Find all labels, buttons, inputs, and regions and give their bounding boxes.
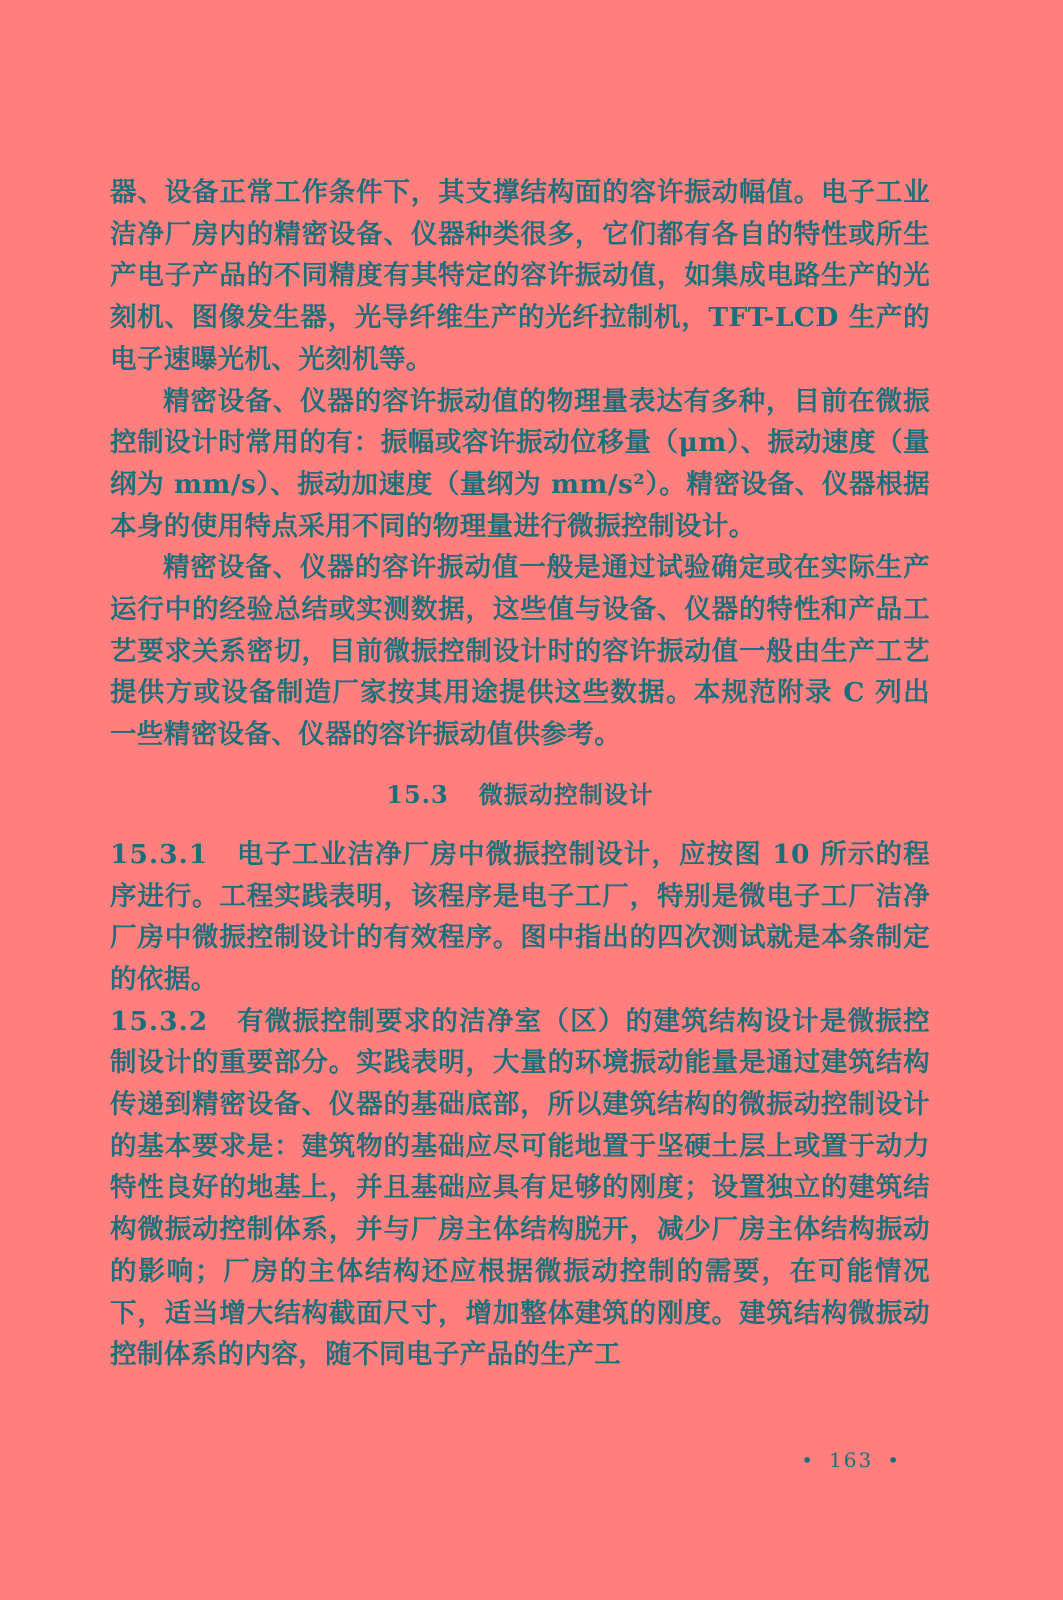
section-heading <box>110 774 930 816</box>
page-number-value: 163 <box>829 1448 874 1472</box>
clause-15-3-1 <box>110 834 930 1001</box>
page-number-dot-right: • <box>887 1448 901 1472</box>
page-body <box>110 172 930 1376</box>
clause-number: 15.3.1 <box>110 838 209 870</box>
page-number <box>787 1448 915 1472</box>
clause-text: 有微振控制要求的洁净室（区）的建筑结构设计是微振控制设计的重要部分。实践表明，大量的环境振动能量是通过建筑结构传递到精密设备、仪器的基础底部，所以建筑结构的微振动控制设计的基本要求是：建筑物的基础应尽可能地置于坚硬土层上或置于动力特性良好的地基上，并且基础应具有足够的刚度；设置独立的建筑结构微振动控制体系，并与厂房主体结构脱开，减少厂房主体结构振动的影响；厂房的主体结构还应根据微振动控制的需要，在可能情况下，适当增大结构截面尺寸，增加整体建筑的刚度。建筑结构微振动控制体系的内容，随不同电子产品的生产工 <box>110 1005 930 1371</box>
section-title: 微振动控制设计 <box>478 779 654 809</box>
paragraph-continuation: 器、设备正常工作条件下，其支撑结构面的容许振动幅值。电子工业洁净厂房内的精密设备、仪器种类很多，它们都有各自的特性或所生产电子产品的不同精度有其特定的容许振动值，如集成电路生产的光刻机、图像发生器，光导纤维生产的光纤拉制机，TFT-LCD 生产的电子速曝光机、光刻机等。 <box>110 177 930 375</box>
page-number-dot-left: • <box>801 1448 816 1472</box>
paragraph-physical-quantities: 精密设备、仪器的容许振动值的物理量表达有多种，目前在微振控制设计时常用的有：振幅或容许振动位移量（μm）、振动速度（量纲为 mm/s）、振动加速度（量纲为 mm/s²）。精密设备、仪器根据本身的使用特点采用不同的物理量进行微振控制设计。 <box>110 385 930 542</box>
paragraph-allowable-values: 精密设备、仪器的容许振动值一般是通过试验确定或在实际生产运行中的经验总结或实测数据，这些值与设备、仪器的特性和产品工艺要求关系密切，目前微振控制设计时的容许振动值一般由生产工艺提供方或设备制造厂家按其用途提供这些数据。本规范附录 C 列出一些精密设备、仪器的容许振动值供参考。 <box>110 552 930 751</box>
clause-number: 15.3.2 <box>110 1005 209 1037</box>
clause-text: 电子工业洁净厂房中微振控制设计，应按图 10 所示的程序进行。工程实践表明，该程序是电子工厂，特别是微电子工厂洁净厂房中微振控制设计的有效程序。图中指出的四次测试就是本条制定的依据。 <box>110 838 930 995</box>
clause-15-3-2 <box>110 1001 930 1376</box>
section-number: 15.3 <box>386 779 449 809</box>
